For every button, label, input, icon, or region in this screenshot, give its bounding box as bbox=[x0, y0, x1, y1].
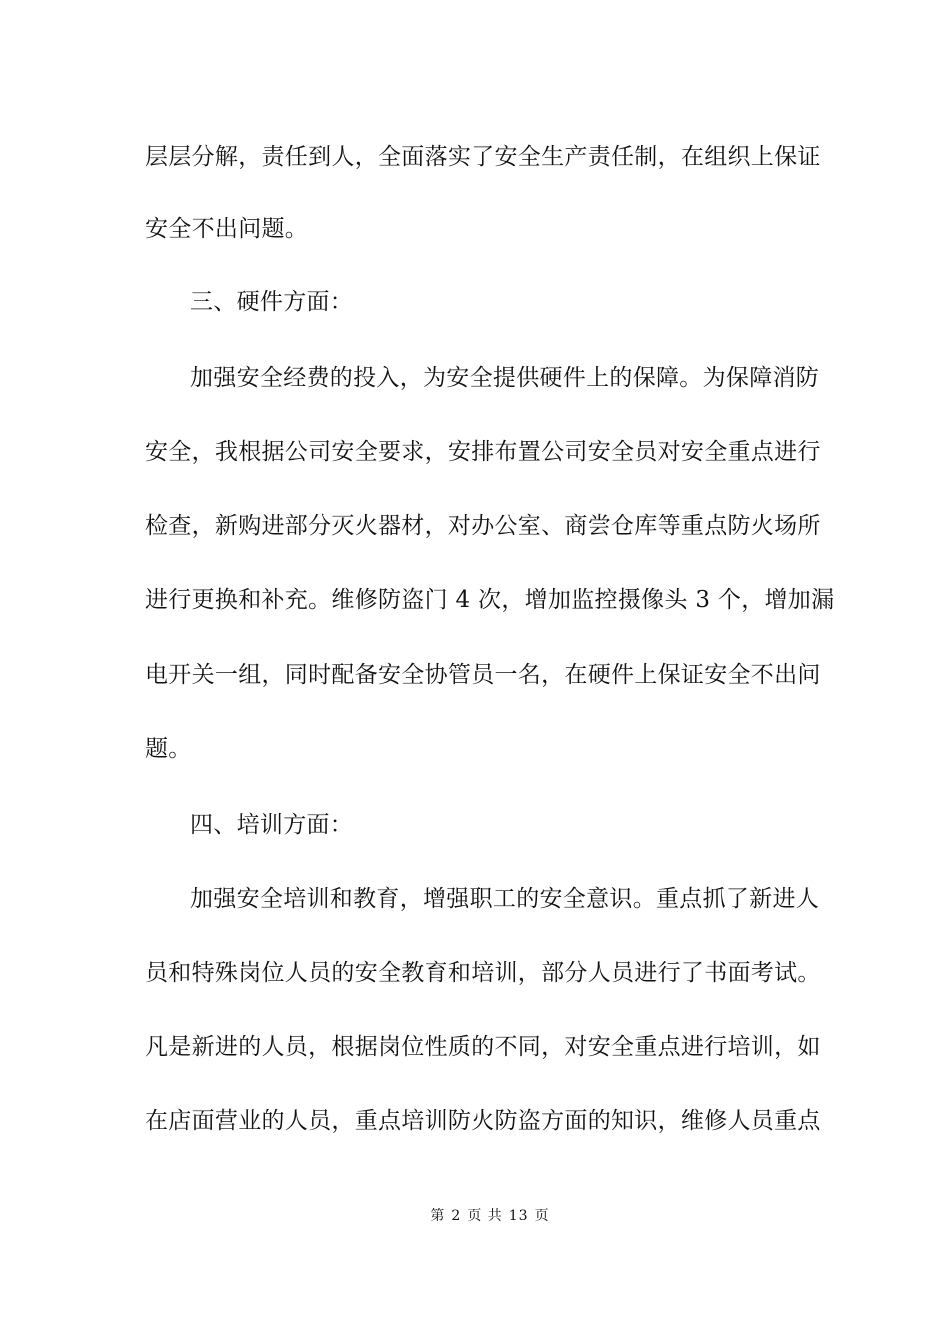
footer-middle: 页 共 bbox=[467, 1208, 503, 1224]
footer-suffix: 页 bbox=[534, 1208, 550, 1224]
page-footer bbox=[0, 1206, 950, 1226]
total-pages-number: 13 bbox=[508, 1208, 529, 1224]
footer-prefix: 第 bbox=[430, 1208, 446, 1224]
text-line: 检查，新购进部分灭火器材，对办公室、商尝仓库等重点防火场所 bbox=[145, 513, 821, 539]
text-line: 加强安全培训和教育，增强职工的安全意识。重点抓了新进人 bbox=[190, 886, 820, 912]
current-page-number: 2 bbox=[451, 1208, 462, 1224]
text-line: 进行更换和补充。维修防盗门 4 次，增加监控摄像头 3 个，增加漏 bbox=[145, 587, 835, 613]
text-line: 在店面营业的人员，重点培训防火防盗方面的知识，维修人员重点 bbox=[145, 1108, 821, 1134]
text-line: 题。 bbox=[145, 736, 192, 762]
text-line: 员和特殊岗位人员的安全教育和培训，部分人员进行了书面考试。 bbox=[145, 960, 821, 986]
section-heading-hardware: 三、硬件方面： bbox=[190, 289, 354, 315]
text-line: 凡是新进的人员，根据岗位性质的不同，对安全重点进行培训，如 bbox=[145, 1034, 821, 1060]
text-line: 电开关一组，同时配备安全协管员一名，在硬件上保证安全不出问 bbox=[145, 662, 821, 688]
text-line: 安全不出问题。 bbox=[145, 216, 309, 242]
section-heading-training: 四、培训方面： bbox=[190, 812, 354, 838]
text-line: 层层分解，责任到人，全面落实了安全生产责任制，在组织上保证 bbox=[145, 144, 821, 170]
text-line: 加强安全经费的投入，为安全提供硬件上的保障。为保障消防 bbox=[190, 365, 820, 391]
text-line: 安全，我根据公司安全要求，安排布置公司安全员对安全重点进行 bbox=[145, 439, 821, 465]
